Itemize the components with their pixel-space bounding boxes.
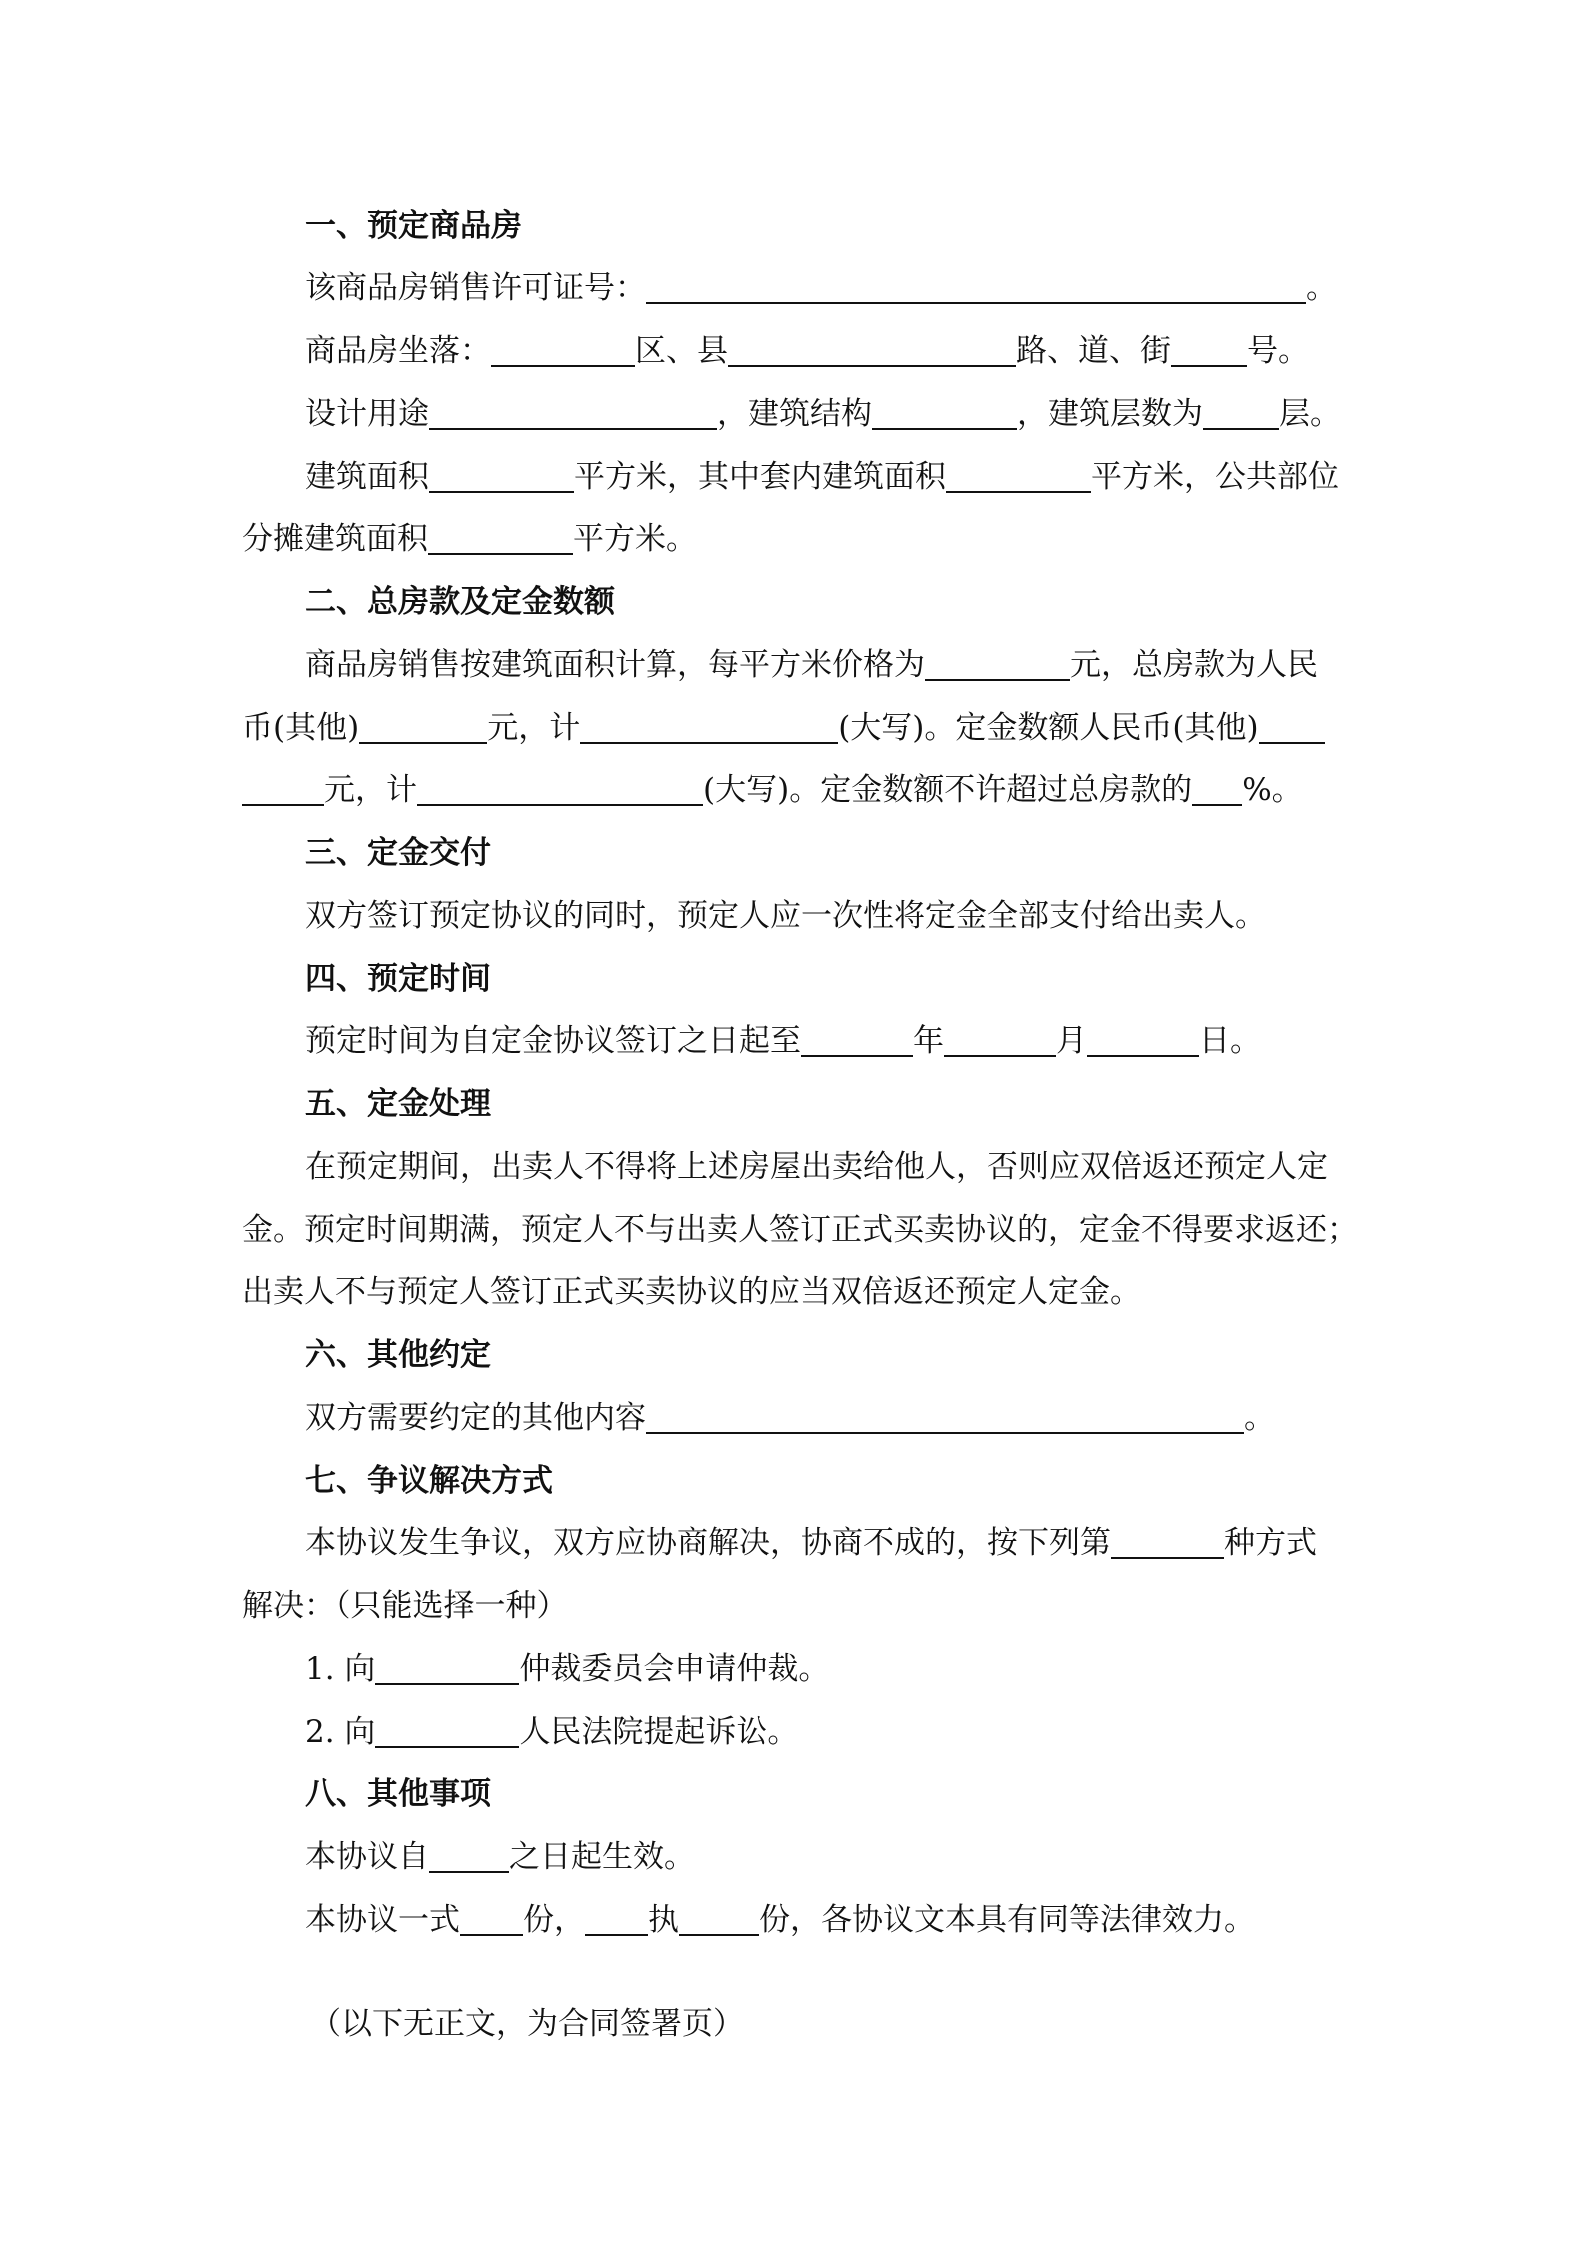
shared-area-blank[interactable] — [428, 521, 573, 555]
period: 。 — [1244, 1400, 1275, 1436]
floors-blank[interactable] — [1203, 396, 1279, 430]
usage-blank[interactable] — [429, 396, 717, 430]
section-heading-1: 一、预定商品房 — [305, 208, 522, 244]
effective-blank[interactable] — [429, 1839, 509, 1873]
dispute-line-1 — [305, 1523, 1317, 1563]
road-label: 路、道、街 — [1016, 333, 1171, 369]
validity-label: 份，各协议文本具有同等法律效力。 — [759, 1902, 1255, 1938]
section-heading-4: 四、预定时间 — [305, 961, 491, 997]
each-copies-blank[interactable] — [679, 1902, 759, 1936]
total-line — [242, 708, 1325, 748]
month-blank[interactable] — [944, 1023, 1056, 1057]
section-heading-5: 五、定金处理 — [305, 1086, 491, 1122]
other-terms-line — [305, 1398, 1275, 1438]
deposit-words-label: 元，计 — [324, 772, 417, 808]
total-amount-blank[interactable] — [359, 710, 487, 744]
other-terms-blank[interactable] — [646, 1400, 1244, 1434]
total-words-blank[interactable] — [580, 710, 838, 744]
price-label: 商品房销售按建筑面积计算，每平方米价格为 — [305, 647, 925, 683]
deposit-label: (大写)。定金数额人民币(其他) — [838, 710, 1259, 746]
shared-area-unit: 平方米。 — [573, 521, 697, 557]
day-label: 日。 — [1199, 1023, 1261, 1059]
method-label: 种方式 — [1224, 1525, 1317, 1561]
year-blank[interactable] — [801, 1023, 913, 1057]
section-heading-7: 七、争议解决方式 — [305, 1463, 553, 1499]
litigation-line — [305, 1712, 798, 1752]
inner-area-blank[interactable] — [946, 459, 1091, 493]
arbitration-label: 仲裁委员会申请仲裁。 — [519, 1651, 830, 1687]
deposit-amount-blank-cont[interactable] — [242, 772, 324, 806]
design-line — [305, 394, 1341, 434]
public-area-label: 平方米，公共部位 — [1091, 459, 1339, 495]
litigation-prefix: 2. 向 — [305, 1714, 376, 1750]
location-label: 商品房坐落： — [305, 333, 491, 369]
effective-line — [305, 1837, 695, 1877]
term-line — [305, 1021, 1261, 1061]
court-blank[interactable] — [375, 1714, 519, 1748]
price-blank[interactable] — [925, 647, 1070, 681]
payment-line: 双方签订预定协议的同时，预定人应一次性将定金全部支付给出卖人。 — [305, 898, 1266, 934]
method-blank[interactable] — [1111, 1525, 1224, 1559]
total-label: 元，总房款为人民 — [1070, 647, 1318, 683]
sales-permit-line — [305, 268, 1337, 308]
deposit-words-blank[interactable] — [417, 772, 703, 806]
other-terms-label: 双方需要约定的其他内容 — [305, 1400, 646, 1436]
location-line — [305, 331, 1309, 371]
handling-line-2: 金。预定时间期满，预定人不与出卖人签订正式买卖协议的，定金不得要求返还； — [242, 1212, 1358, 1248]
structure-blank[interactable] — [872, 396, 1017, 430]
inner-area-label: 平方米，其中套内建筑面积 — [574, 459, 946, 495]
price-line — [305, 645, 1318, 685]
number-label: 号。 — [1247, 333, 1309, 369]
section-heading-6: 六、其他约定 — [305, 1337, 491, 1373]
copies-blank[interactable] — [460, 1902, 523, 1936]
dispute-line-2: 解决：（只能选择一种） — [242, 1588, 568, 1624]
shared-area-line — [242, 519, 697, 559]
floors-unit: 层。 — [1279, 396, 1341, 432]
percent-sign: %。 — [1242, 772, 1303, 808]
handling-line-3: 出卖人不与预定人签订正式买卖协议的应当双倍返还预定人定金。 — [242, 1274, 1141, 1310]
copies-unit: 份， — [523, 1902, 585, 1938]
month-label: 月 — [1056, 1023, 1087, 1059]
structure-label: ，建筑结构 — [717, 396, 872, 432]
shared-area-label: 分摊建筑面积 — [242, 521, 428, 557]
year-label: 年 — [913, 1023, 944, 1059]
arbitration-line — [305, 1649, 829, 1689]
district-label: 区、县 — [635, 333, 728, 369]
litigation-label: 人民法院提起诉讼。 — [519, 1714, 799, 1750]
party-blank[interactable] — [585, 1902, 648, 1936]
arbitration-blank[interactable] — [375, 1651, 519, 1685]
usage-label: 设计用途 — [305, 396, 429, 432]
day-blank[interactable] — [1087, 1023, 1199, 1057]
term-label: 预定时间为自定金协议签订之日起至 — [305, 1023, 801, 1059]
section-heading-3: 三、定金交付 — [305, 835, 491, 871]
effective-label: 本协议自 — [305, 1839, 429, 1875]
area-line — [305, 457, 1339, 497]
footer-note: （以下无正文，为合同签署页） — [310, 2006, 744, 2042]
copies-label: 本协议一式 — [305, 1902, 460, 1938]
effective-suffix: 之日起生效。 — [509, 1839, 695, 1875]
hold-label: 执 — [648, 1902, 679, 1938]
deposit-amount-blank[interactable] — [1259, 710, 1325, 744]
sales-permit-label: 该商品房销售许可证号： — [305, 270, 646, 306]
currency-label: 币(其他) — [242, 710, 360, 746]
handling-line-1: 在预定期间，出卖人不得将上述房屋出卖给他人，否则应双倍返还预定人定 — [305, 1149, 1328, 1185]
period: 。 — [1306, 270, 1337, 306]
deposit-limit-label: (大写)。定金数额不许超过总房款的 — [703, 772, 1193, 808]
section-heading-2: 二、总房款及定金数额 — [305, 584, 615, 620]
road-blank[interactable] — [728, 333, 1016, 367]
floors-label: ，建筑层数为 — [1017, 396, 1203, 432]
area-blank[interactable] — [429, 459, 574, 493]
dispute-label: 本协议发生争议，双方应协商解决，协商不成的，按下列第 — [305, 1525, 1111, 1561]
total-words-label: 元，计 — [487, 710, 581, 746]
arbitration-prefix: 1. 向 — [305, 1651, 376, 1687]
area-label: 建筑面积 — [305, 459, 429, 495]
section-heading-8: 八、其他事项 — [305, 1776, 491, 1812]
percent-blank[interactable] — [1192, 772, 1242, 806]
copies-line — [305, 1900, 1255, 1940]
number-blank[interactable] — [1171, 333, 1247, 367]
district-blank[interactable] — [491, 333, 635, 367]
deposit-line — [242, 770, 1303, 810]
sales-permit-blank[interactable] — [646, 270, 1306, 304]
